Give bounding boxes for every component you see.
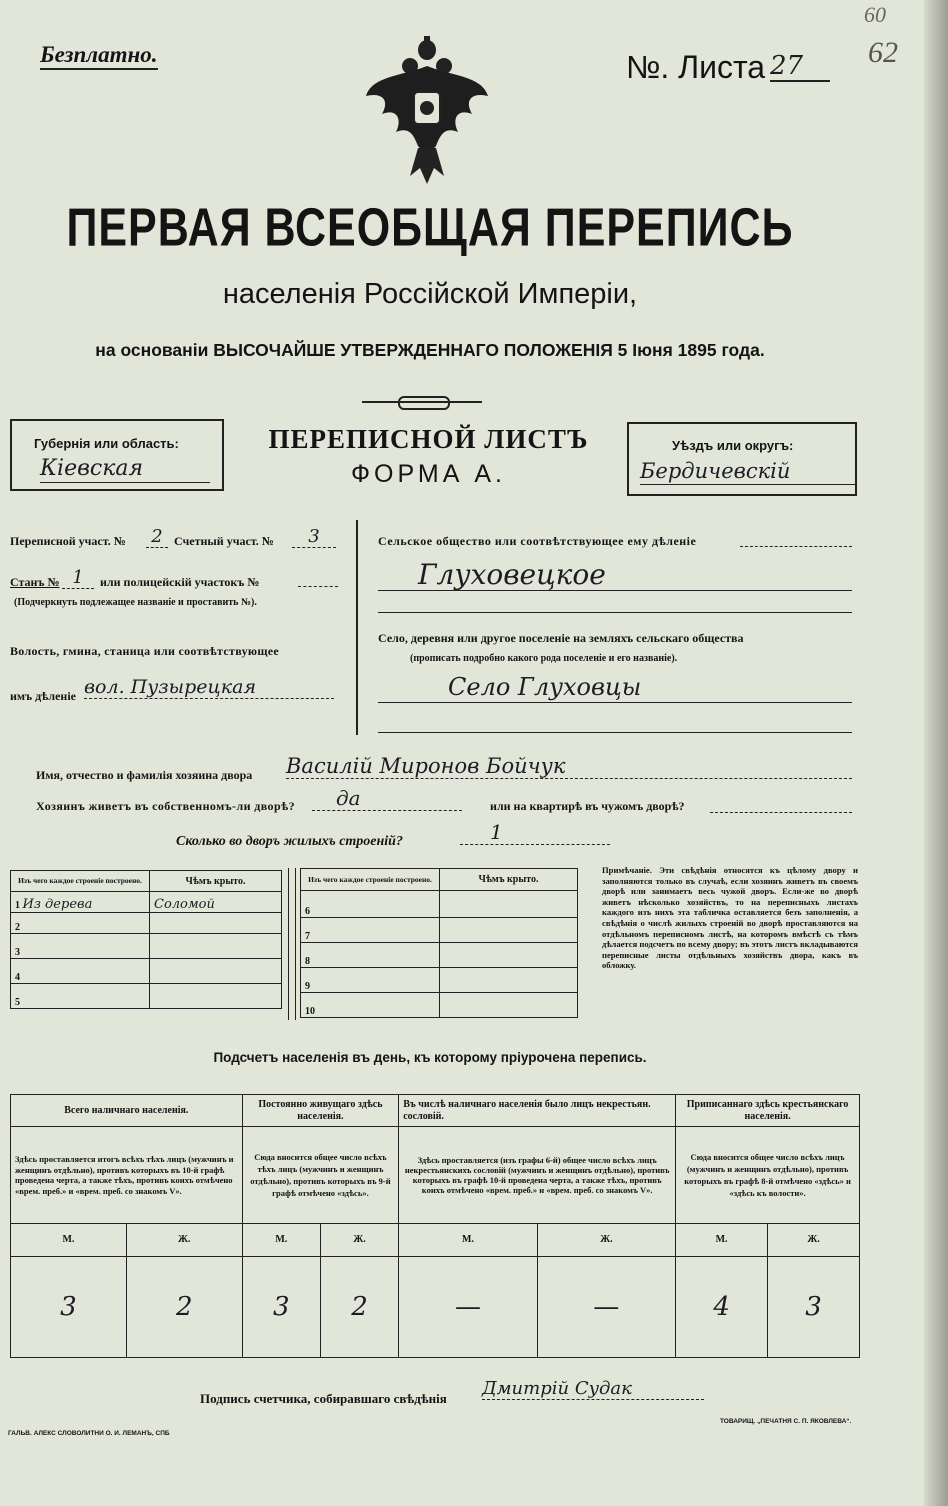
group-1-f-label: Ж. — [126, 1224, 242, 1256]
table-row-4: 4 — [11, 959, 150, 984]
signature-value: Дмитрій Судак — [482, 1378, 704, 1400]
table-row-6: 6 — [301, 891, 440, 918]
col-material-header: Изъ чего каждое строеніе построено. — [11, 871, 150, 892]
free-label: Безплатно. — [40, 42, 158, 70]
table-row-2: 2 — [11, 913, 150, 934]
owner-lives-label: Хозяинъ живетъ въ собственномъ-ли дворѣ? — [36, 799, 296, 813]
buildings-note: Примѣчаніе. Эти свѣдѣнія относятся къ цѣлому двору и заполняются только въ случаѣ, если хозяинъ живетъ въ своемъ дворѣ или занимаетъ весь чужой дворъ. Если-же во дворѣ живетъ нѣсколько хозяйствъ, то на переписныхъ листахъ каждого изъ нихъ эта табличка оставляется безъ заполненія, а свѣдѣнія о числѣ жилыхъ строеній во дворѣ проставляются на отдѣльномъ переписномъ листѣ, на которомъ вмѣстѣ съ тѣмъ дѣлается подсчетъ по всему двору; въ этотъ листъ вкладываются переписные листы отдѣльныхъ хозяйствъ двора, какъ въ обложку. — [602, 865, 858, 971]
society-line-1 — [740, 546, 852, 547]
group-3-head: Въ числѣ наличнаго населенія было лицъ некрестьян. сословій. — [399, 1095, 676, 1127]
group-4-f-label: Ж. — [768, 1224, 860, 1256]
village-note: (прописать подробно какого рода поселеніе и его названіе). — [410, 653, 678, 664]
table-row-9: 9 — [301, 968, 440, 993]
col-material-header-right: Изъ чего каждое строеніе построено. — [301, 869, 440, 891]
society-value: Глуховецкое — [378, 560, 852, 591]
col-roof-header-right: Чѣмъ крыто. — [440, 869, 578, 891]
signature-label: Подпись счетчика, собиравшаго свѣдѣнія — [200, 1391, 447, 1406]
village-value: Село Глуховцы — [378, 672, 852, 703]
group-1-desc: Здѣсь проставляется итогъ всѣхъ тѣхъ лицъ (мужчинъ и женщинъ отдѣльно), противъ которыхъ въ 10-й графѣ проведена черта, а также тѣхъ, противъ коихъ отмѣчено «врем. преб.» и «врем. преб. со знакомъ V». — [11, 1127, 243, 1224]
count-table — [10, 1094, 860, 1358]
table-row-8: 8 — [301, 943, 440, 968]
group-3-desc: Здѣсь проставляется (изъ графы 6-й) общее число всѣхъ лицъ некрестьянскихъ сословій (мужчинъ и женщинъ отдѣльно), противъ которыхъ въ графѣ 10-й проведена черта, а также тѣхъ, противъ коихъ отмѣчено «врем. преб.» и «врем. преб. со знакомъ V». — [399, 1127, 676, 1224]
count-title: Подсчетъ населенія въ день, къ которому пріурочена перепись. — [213, 1050, 647, 1065]
pencil-top: 60 — [864, 2, 886, 27]
main-title: ПЕРВАЯ ВСЕОБЩАЯ ПЕРЕПИСЬ — [66, 198, 794, 258]
col-roof-header: Чѣмъ крыто. — [150, 871, 282, 892]
imperial-eagle-emblem — [362, 36, 492, 186]
group-2-m-value: 3 — [242, 1256, 320, 1357]
sheet-number-label: №. Листа — [626, 49, 766, 85]
owner-rent-line — [710, 812, 852, 813]
group-1-f-value: 2 — [126, 1256, 242, 1357]
stan-note: (Подчеркнуть подлежащее названіе и проставить №). — [14, 597, 257, 608]
uchast-value: 2 — [146, 526, 168, 548]
group-4-desc: Сюда вносится общее число всѣхъ лицъ (мужчинъ и женщинъ отдѣльно), противъ которыхъ въ графѣ 8-й отмѣчено «здѣсь» и «здѣсь къ волости». — [676, 1127, 860, 1224]
volost-label-2: имъ дѣленіе — [10, 689, 76, 703]
uchast-label: Переписной участ. № — [10, 534, 126, 548]
uezd-value: Бердичевскій — [640, 458, 855, 485]
guberniya-label: Губернія или область: — [34, 436, 179, 451]
table-row-7: 7 — [301, 918, 440, 943]
volost-label: Волость, гмина, станица или соотвѣтствующее — [10, 644, 280, 658]
schet-value: 3 — [292, 526, 336, 548]
group-4-head: Приписаннаго здѣсь крестьянскаго населенія. — [676, 1095, 860, 1127]
group-2-f-value: 2 — [320, 1256, 398, 1357]
group-3-m-value: — — [399, 1256, 537, 1357]
table-row-3: 3 — [11, 934, 150, 959]
society-label: Сельское общество или соотвѣтствующее ему дѣленіе — [378, 534, 697, 548]
table-row-5: 5 — [11, 984, 150, 1009]
stan-label: Станъ № — [10, 575, 60, 589]
owner-name-value: Василій Миронов Бойчук — [286, 754, 852, 779]
table-divider-double — [288, 868, 296, 1020]
group-2-m-label: М. — [242, 1224, 320, 1256]
group-1-m-label: М. — [11, 1224, 127, 1256]
volost-value: вол. Пузырецкая — [84, 676, 334, 699]
ornament-center — [398, 396, 450, 410]
table-row-1-material: 1 Из дерева — [11, 892, 150, 913]
group-4-m-label: М. — [676, 1224, 768, 1256]
police-label: или полицейскій участокъ № — [100, 575, 260, 589]
stan-value: 1 — [62, 567, 94, 589]
table-row-10: 10 — [301, 993, 440, 1018]
sheet-number-value: 27 — [770, 52, 830, 82]
table-row-1-roof: Соломой — [150, 892, 282, 913]
group-1-m-value: 3 — [11, 1256, 127, 1357]
group-3-f-label: Ж. — [537, 1224, 675, 1256]
buildings-value: 1 — [460, 820, 610, 845]
group-2-f-label: Ж. — [320, 1224, 398, 1256]
owner-rent-label: или на квартирѣ въ чужомъ дворѣ? — [490, 799, 685, 813]
buildings-table-right — [300, 868, 578, 1018]
footer-right: ТОВАРИЩ. „ПЕЧАТНЯ С. П. ЯКОВЛЕВА“. — [720, 1418, 852, 1425]
column-separator — [356, 520, 358, 735]
buildings-table-left — [10, 870, 282, 1009]
schet-label: Счетный участ. № — [174, 534, 274, 548]
police-value-line — [298, 586, 338, 587]
buildings-label: Сколько во дворъ жилыхъ строеній? — [176, 834, 403, 849]
village-line-2 — [378, 732, 852, 733]
group-3-f-value: — — [537, 1256, 675, 1357]
footer-left: ГАЛЬВ. АЛЕКС СЛОВОЛИТНИ О. И. ЛЕМАНЪ, СПБ — [8, 1430, 170, 1437]
village-label: Село, деревня или другое поселеніе на земляхъ сельскаго общества — [378, 631, 744, 645]
owner-lives-value: да — [312, 786, 462, 811]
society-line-3 — [378, 612, 852, 613]
pencil-corner: 62 — [868, 36, 898, 69]
guberniya-value: Кіевская — [40, 456, 210, 483]
group-2-head: Постоянно живущаго здѣсь населенія. — [242, 1095, 399, 1127]
list-title: ПЕРЕПИСНОЙ ЛИСТЪ — [268, 424, 589, 454]
group-4-m-value: 4 — [676, 1256, 768, 1357]
form-title: ФОРМА А. — [351, 460, 506, 488]
uezd-label: Уѣздъ или округъ: — [672, 438, 794, 453]
basis-line: на основаніи ВЫСОЧАЙШЕ УТВЕРЖДЕННАГО ПОЛОЖЕНІЯ 5 Іюня 1895 года. — [95, 340, 765, 360]
subtitle: населенія Россійской Имперіи, — [222, 278, 638, 310]
owner-name-label: Имя, отчество и фамилія хозяина двора — [36, 768, 253, 782]
group-2-desc: Сюда вносится общее число всѣхъ тѣхъ лицъ (мужчинъ и женщинъ отдѣльно), противъ которыхъ въ 9-й графѣ отмѣчено «здѣсь». — [242, 1127, 399, 1224]
scan-edge — [924, 0, 948, 1506]
group-1-head: Всего наличнаго населенія. — [11, 1095, 243, 1127]
group-3-m-label: М. — [399, 1224, 537, 1256]
group-4-f-value: 3 — [768, 1256, 860, 1357]
